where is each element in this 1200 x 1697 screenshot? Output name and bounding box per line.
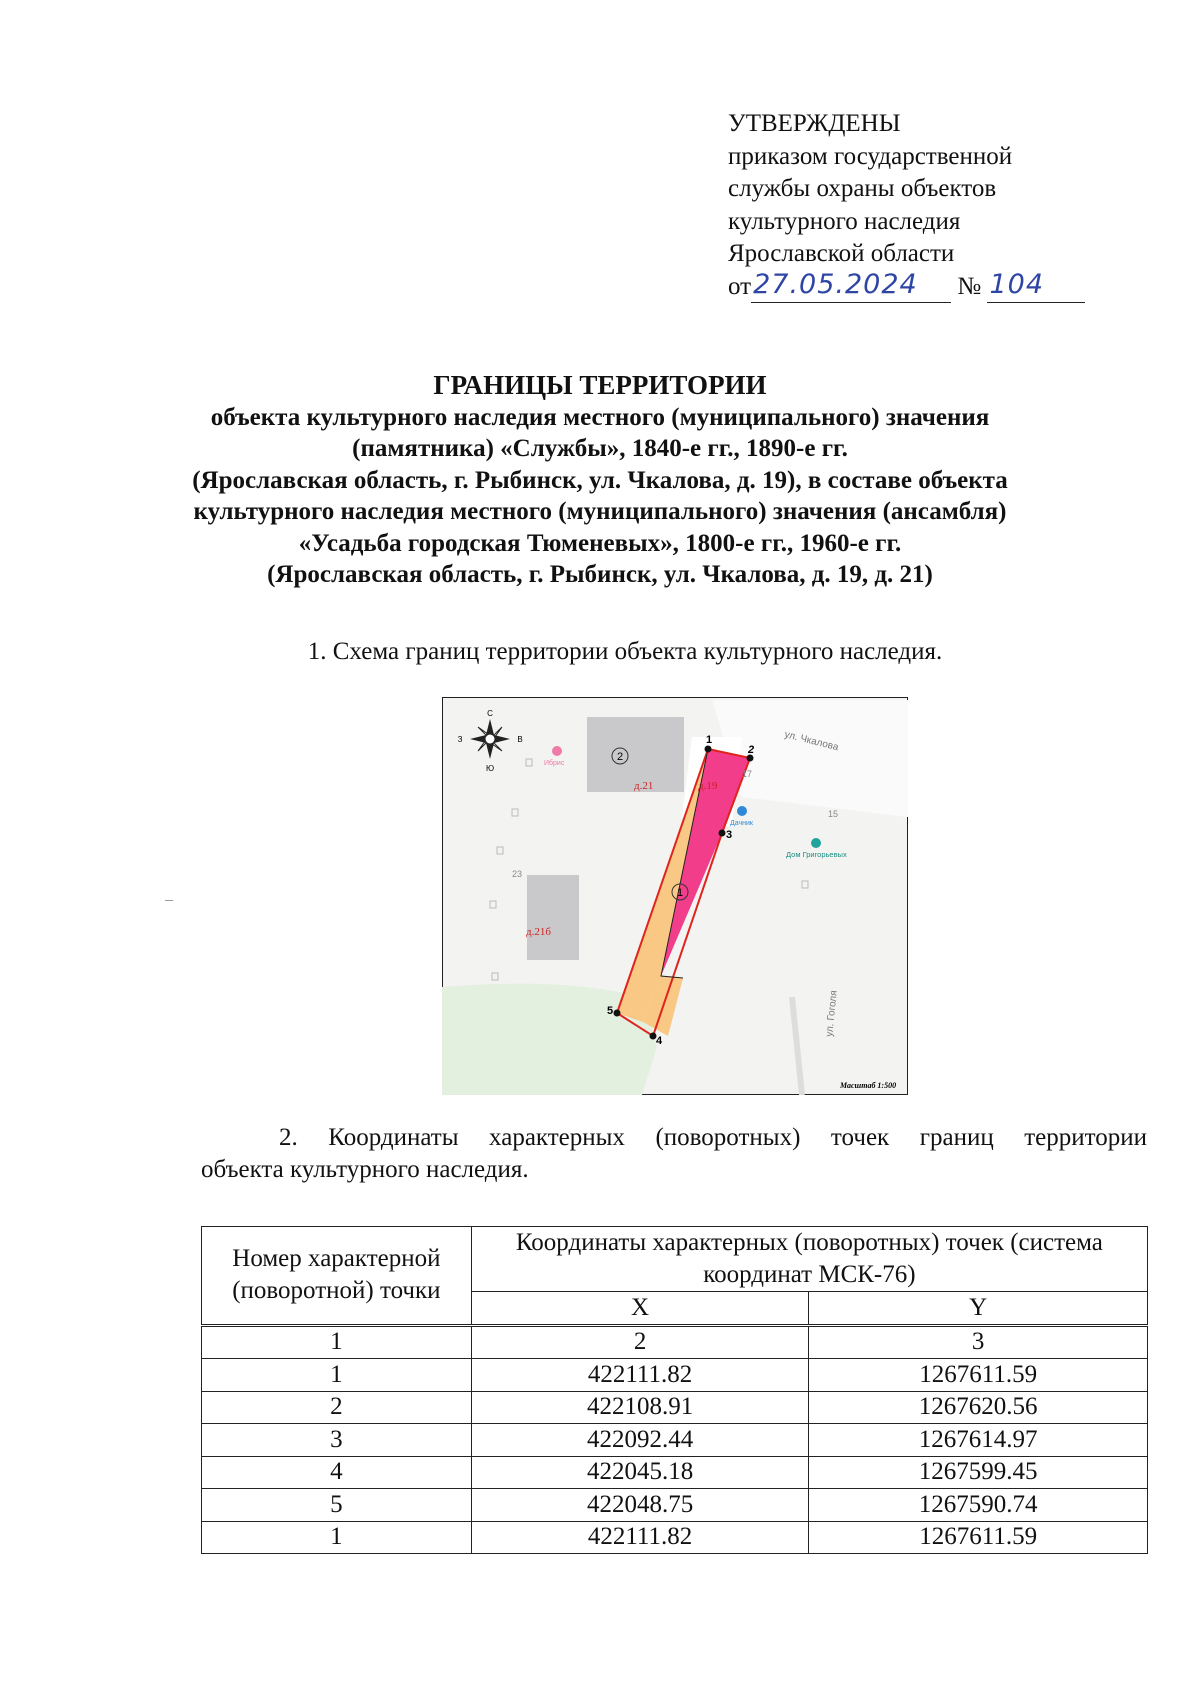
approval-line-2: приказом государственной	[728, 142, 1013, 170]
poi-ibris-icon	[552, 746, 562, 756]
x-cell: 422111.82	[471, 1521, 809, 1554]
column-number: 2	[471, 1325, 809, 1359]
handwritten-date: 27.05.2024	[753, 268, 918, 300]
map-svg	[442, 697, 908, 1095]
approval-line-4: культурного наследия	[728, 207, 961, 235]
compass-south: Ю	[485, 764, 495, 773]
header-x: X	[471, 1292, 809, 1326]
point-cell: 3	[202, 1424, 472, 1457]
x-cell: 422111.82	[471, 1359, 809, 1392]
street-chkalova: ул. Чкалова	[783, 729, 840, 754]
boundary-point-5	[614, 1010, 621, 1017]
handwritten-number: 104	[989, 268, 1045, 300]
point-cell: 5	[202, 1489, 472, 1522]
boundary-point-3	[719, 830, 726, 837]
coordinates-table	[201, 1226, 1148, 1554]
approval-date-line	[728, 268, 1085, 304]
title-main: ГРАНИЦЫ ТЕРРИТОРИИ	[433, 370, 767, 400]
approval-block	[728, 108, 1085, 303]
poi-ibris-label: Ибрис	[544, 760, 565, 767]
street-gogolya: ул. Гоголя	[824, 989, 840, 1038]
compass-east: В	[517, 735, 523, 744]
table-row	[202, 1521, 1148, 1554]
object-number-2: 2	[616, 751, 624, 763]
point-cell: 4	[202, 1456, 472, 1489]
house-num-15: 15	[828, 809, 839, 819]
house-num-23: 23	[512, 869, 523, 879]
number-label: №	[957, 272, 982, 300]
table-row	[202, 1391, 1148, 1424]
approval-line-3: службы охраны объектов	[728, 175, 997, 202]
x-cell: 422108.91	[471, 1391, 809, 1424]
table-row	[202, 1359, 1148, 1392]
y-cell: 1267611.59	[809, 1359, 1148, 1392]
compass-west: З	[457, 735, 463, 744]
point-label-1: 1	[706, 734, 713, 746]
house-19-label: д.19	[698, 780, 718, 792]
header-y: Y	[809, 1292, 1148, 1326]
x-cell: 422048.75	[471, 1489, 809, 1522]
building-21b	[527, 875, 579, 960]
house-21b-label: д.21б	[526, 926, 551, 938]
point-label-3: 3	[726, 829, 733, 841]
boundary-map	[442, 697, 908, 1095]
y-cell: 1267620.56	[809, 1391, 1148, 1424]
point-label-4: 4	[656, 1035, 663, 1047]
compass-north: С	[487, 709, 493, 718]
poi-grigoryev-icon	[811, 838, 821, 848]
title-line-7: (Ярославская область, г. Рыбинск, ул. Чкалова, д. 19, д. 21)	[267, 561, 933, 588]
y-cell: 1267611.59	[809, 1521, 1148, 1554]
title-line-2: объекта культурного наследия местного (муниципального) значения	[210, 403, 990, 431]
boundary-point-1	[705, 746, 712, 753]
table-row	[202, 1489, 1148, 1522]
scan-mark	[165, 900, 173, 901]
y-cell: 1267614.97	[809, 1424, 1148, 1457]
point-label-2: 2	[748, 744, 755, 756]
from-label: от	[728, 272, 752, 300]
section-2-line-1: 2. Координаты характерных (поворотных) точек границ территории	[279, 1124, 1147, 1151]
document-title	[0, 370, 1200, 591]
section-2-line-2: объекта культурного наследия.	[201, 1156, 529, 1183]
house-21-label: д.21	[634, 780, 654, 792]
approval-heading: УТВЕРЖДЕНЫ	[728, 110, 901, 137]
point-label-5: 5	[607, 1005, 614, 1017]
point-cell: 1	[202, 1521, 472, 1554]
poi-dachnik-icon	[737, 806, 747, 816]
column-number-row	[202, 1325, 1148, 1359]
section-2-heading	[201, 1122, 1147, 1186]
column-number: 1	[202, 1325, 472, 1359]
object-number-1: 1	[676, 887, 684, 899]
map-scale: Масштаб 1:500	[840, 1081, 897, 1090]
point-cell: 1	[202, 1359, 472, 1392]
y-cell: 1267599.45	[809, 1456, 1148, 1489]
title-line-4: (Ярославская область, г. Рыбинск, ул. Чкалова, д. 19), в составе объекта	[192, 466, 1008, 494]
table-row	[202, 1424, 1148, 1457]
column-number: 3	[809, 1325, 1148, 1359]
title-line-3: (памятника) «Службы», 1840-е гг., 1890-е гг.	[352, 435, 848, 462]
header-point-number: Номер характерной (поворотной) точки	[202, 1227, 472, 1326]
date-blank	[751, 268, 951, 303]
point-cell: 2	[202, 1391, 472, 1424]
approval-line-5: Ярославской области	[728, 240, 955, 267]
x-cell: 422045.18	[471, 1456, 809, 1489]
table-row	[202, 1456, 1148, 1489]
y-cell: 1267590.74	[809, 1489, 1148, 1522]
section-1-heading: 1. Схема границ территории объекта культурного наследия.	[307, 638, 943, 665]
title-line-6: «Усадьба городская Тюменевых», 1800-е гг., 1960-е гг.	[298, 529, 902, 557]
x-cell: 422092.44	[471, 1424, 809, 1457]
number-blank	[987, 268, 1085, 303]
header-coordinates: Координаты характерных (поворотных) точек (система координат МСК-76)	[471, 1227, 1147, 1292]
poi-grigoryev-label: Дом Григорьевых	[786, 850, 847, 859]
title-line-5: культурного наследия местного (муниципального) значения (ансамбля)	[193, 498, 1007, 525]
house-num-17: 17	[742, 769, 753, 779]
poi-dachnik-label: Дачник	[730, 820, 753, 827]
